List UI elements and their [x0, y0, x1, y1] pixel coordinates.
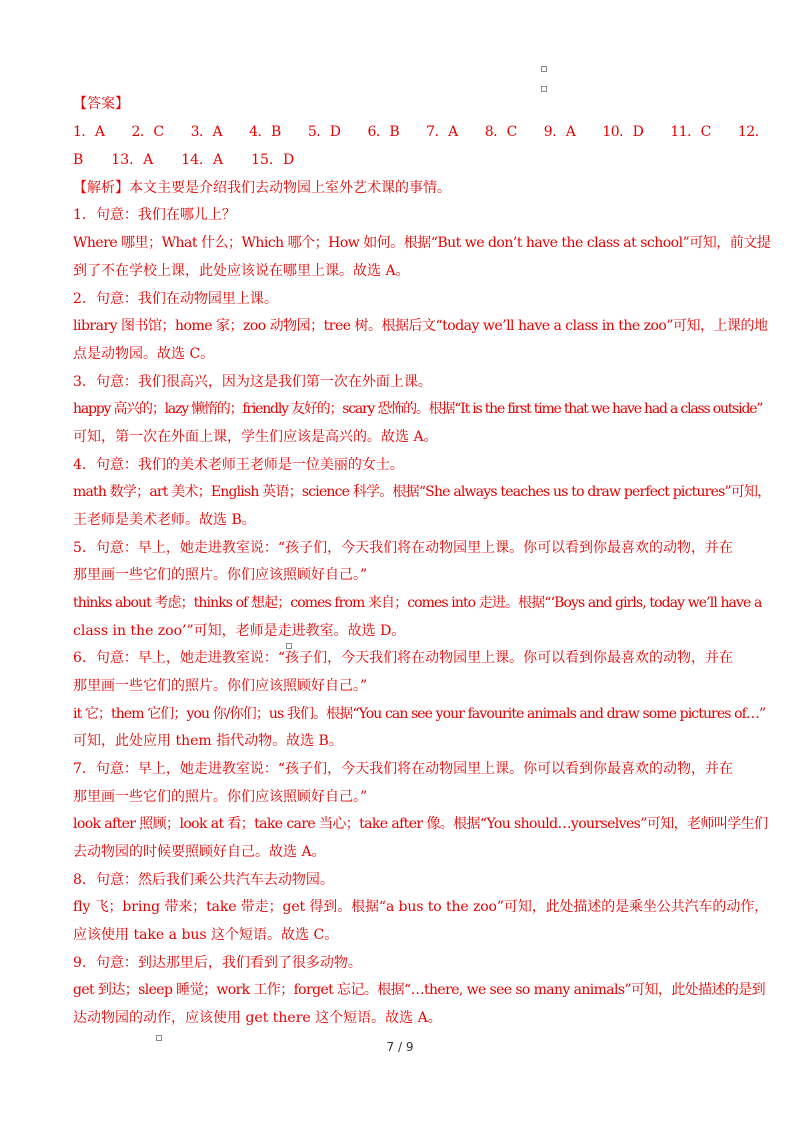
analysis-intro: 本文主要是介绍我们去动物园上室外艺术课的事情。 — [129, 180, 451, 196]
analysis-line: 去动物园的时候要照顾好自己。故选 A。 — [73, 844, 326, 860]
analysis-line: 8．句意：然后我们乘公共汽车去动物园。 — [73, 872, 334, 888]
analysis-line: 9．句意：到达那里后，我们看到了很多动物。 — [73, 955, 362, 971]
analysis-line: get 到达；sleep 睡觉；work 工作；forget 忘记。根据“…there, we see so many animals”可知，此处描述的是到 — [73, 982, 766, 998]
analysis-line: Where 哪里；What 什么；Which 哪个；How 如何。根据“But we don’t have the class at school”可知，前文提 — [73, 235, 771, 251]
analysis-line: 3．句意：我们很高兴，因为这是我们第一次在外面上课。 — [73, 374, 432, 390]
analysis-line: library 图书馆；home 家；zoo 动物园；tree 树。根据后文“today we’ll have a class in the zoo”可知，上课的地 — [73, 318, 768, 334]
analysis-line: 可知，第一次在外面上课，学生们应该是高兴的。故选 A。 — [73, 429, 438, 445]
analysis-line: thinks about 考虑；thinks of 想起；comes from 来自；comes into 走进。根据“‘Boys and girls, today we’ll have a — [73, 595, 762, 611]
analysis-line: 那里画一些它们的照片。你们应该照顾好自己。” — [73, 789, 368, 805]
analysis-line: 可知，此处应用 them 指代动物。故选 B。 — [73, 733, 343, 749]
analysis-line: 应该使用 take a bus 这个短语。故选 C。 — [73, 927, 339, 943]
analysis-line: look after 照顾；look at 看；take care 当心；take after 像。根据“You should…yourselves”可知，老师叫学生们 — [73, 816, 768, 832]
marker-icon — [541, 86, 547, 92]
analysis-line: 那里画一些它们的照片。你们应该照顾好自己。” — [73, 678, 368, 694]
marker-icon — [541, 66, 547, 72]
answers-line-1: 1．A 2．C 3．A 4．B 5．D 6．B 7．A 8．C 9．A 10．D 11．C 12． — [73, 124, 769, 140]
analysis-header: 【解析】 — [73, 180, 129, 196]
analysis-line: 4．句意：我们的美术老师王老师是一位美丽的女士。 — [73, 457, 404, 473]
analysis-line: 5．句意：早上，她走进教室说：“孩子们，今天我们将在动物园里上课。你可以看到你最喜欢的动物，并在 — [73, 540, 734, 556]
analysis-line: 7．句意：早上，她走进教室说：“孩子们，今天我们将在动物园里上课。你可以看到你最喜欢的动物，并在 — [73, 761, 734, 777]
analysis-line: class in the zoo’”可知，老师是走进教室。故选 D。 — [73, 623, 406, 639]
analysis-line: 点是动物园。故选 C。 — [73, 346, 215, 362]
page-number: 7 / 9 — [386, 1040, 414, 1054]
analysis-line: 1．句意：我们在哪儿上？ — [73, 207, 236, 223]
analysis-line: fly 飞；bring 带来；take 带走；get 得到。根据“a bus to the zoo”可知，此处描述的是乘坐公共汽车的动作， — [73, 899, 769, 915]
analysis-paragraph — [73, 178, 763, 198]
analysis-line: math 数学；art 美术；English 英语；science 科学。根据“She always teaches us to draw perfect pictures”可知， — [73, 484, 771, 500]
analysis-line: 王老师是美术老师。故选 B。 — [73, 512, 256, 528]
analysis-line: it 它；them 它们；you 你/你们；us 我们。根据“You can see your favourite animals and draw some pictures of…” — [73, 706, 766, 722]
answer-header: 【答案】 — [73, 96, 129, 112]
analysis-line: 那里画一些它们的照片。你们应该照顾好自己。” — [73, 567, 368, 583]
analysis-line: 达动物园的动作，应该使用 get there 这个短语。故选 A。 — [73, 1010, 442, 1026]
analysis-line: 到了不在学校上课，此处应该说在哪里上课。故选 A。 — [73, 263, 410, 279]
analysis-line: happy 高兴的；lazy 懒惰的；friendly 友好的；scary 恐怖的。根据“It is the first time that we have had a class outside” — [73, 401, 763, 417]
analysis-line: 6．句意：早上，她走进教室说：“孩子们，今天我们将在动物园里上课。你可以看到你最喜欢的动物，并在 — [73, 650, 734, 666]
analysis-line: 2．句意：我们在动物园里上课。 — [73, 291, 278, 307]
answers-line-2: B 13．A 14．A 15．D — [73, 152, 295, 168]
